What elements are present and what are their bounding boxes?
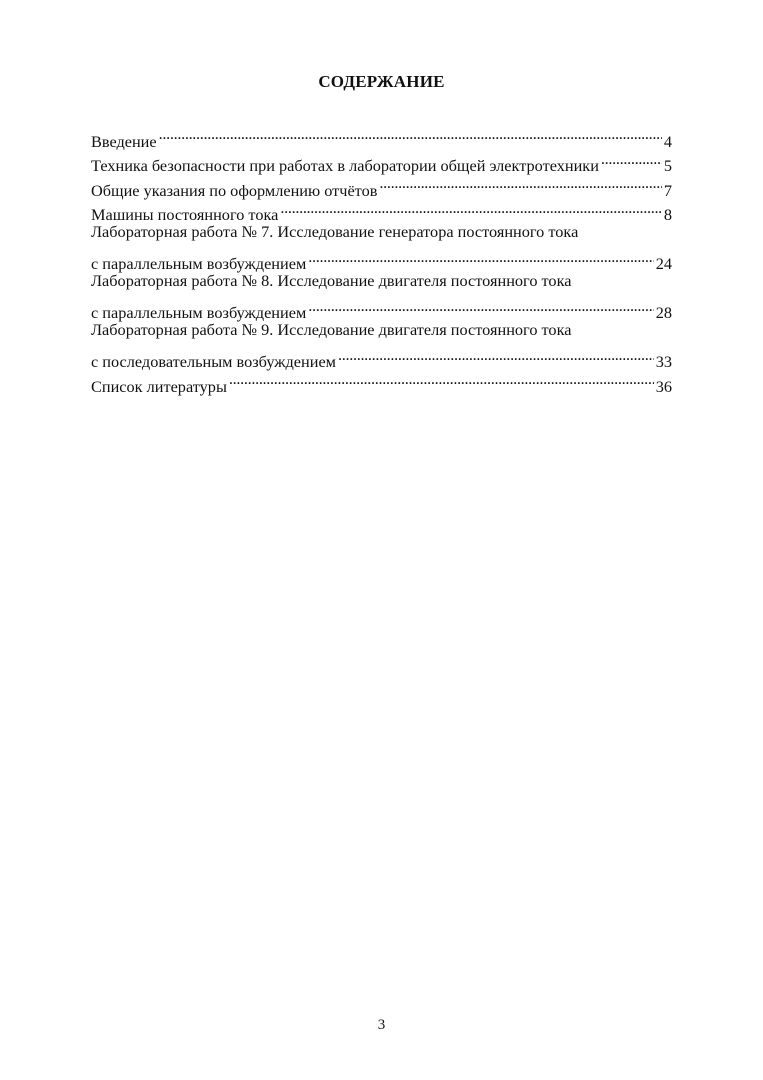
toc-entry-title: Список литературы (91, 376, 227, 396)
toc-leader-dots (601, 147, 662, 172)
toc-leader-dots (280, 196, 661, 221)
table-of-contents (91, 122, 672, 396)
toc-entry-title: Техника безопасности при работах в лаборатории общей электротехники (91, 156, 599, 175)
toc-entry-page: 33 (655, 352, 672, 371)
toc-entry-title: с параллельным возбуждением (91, 303, 307, 322)
toc-entry-page: 8 (663, 205, 672, 224)
toc-entry-lab-8[interactable] (91, 269, 672, 322)
toc-entry-title: с параллельным возбуждением (91, 254, 307, 273)
toc-leader-dots (308, 294, 653, 319)
toc-entry-page: 5 (663, 156, 672, 175)
toc-leader-dots (229, 367, 654, 392)
toc-leader-dots (379, 171, 661, 196)
toc-entry-page: 36 (655, 376, 672, 396)
toc-entry-title-line: Лабораторная работа № 7. Исследование генератора постоянного тока (91, 222, 579, 241)
toc-entry-introduction[interactable] (91, 122, 672, 151)
toc-entry-lab-7[interactable] (91, 220, 672, 273)
toc-entry-title: Введение (91, 131, 157, 151)
toc-entry-title-continuation (91, 245, 672, 273)
toc-entry-title-line: Лабораторная работа № 9. Исследование двигателя постоянного тока (91, 320, 572, 339)
toc-entry-page: 28 (655, 303, 672, 322)
toc-entry-title: с последовательным возбуждением (91, 352, 336, 371)
toc-entry-safety[interactable] (91, 147, 672, 175)
toc-entry-title-continuation (91, 294, 672, 322)
toc-entry-page: 24 (655, 254, 672, 273)
toc-entry-page: 4 (663, 131, 672, 151)
toc-entry-title: Общие указания по оформлению отчётов (91, 180, 378, 200)
toc-entry-title-continuation (91, 343, 672, 371)
toc-entry-page: 7 (663, 180, 672, 200)
toc-leader-dots (159, 122, 662, 147)
toc-entry-lab-9[interactable] (91, 318, 672, 371)
toc-entry-title: Машины постоянного тока (91, 205, 279, 224)
toc-entry-title-line: Лабораторная работа № 8. Исследование двигателя постоянного тока (91, 271, 572, 290)
toc-leader-dots (338, 343, 654, 368)
toc-leader-dots (308, 245, 653, 270)
page-number: 3 (377, 1017, 386, 1033)
toc-title: СОДЕРЖАНИЕ (318, 72, 445, 91)
